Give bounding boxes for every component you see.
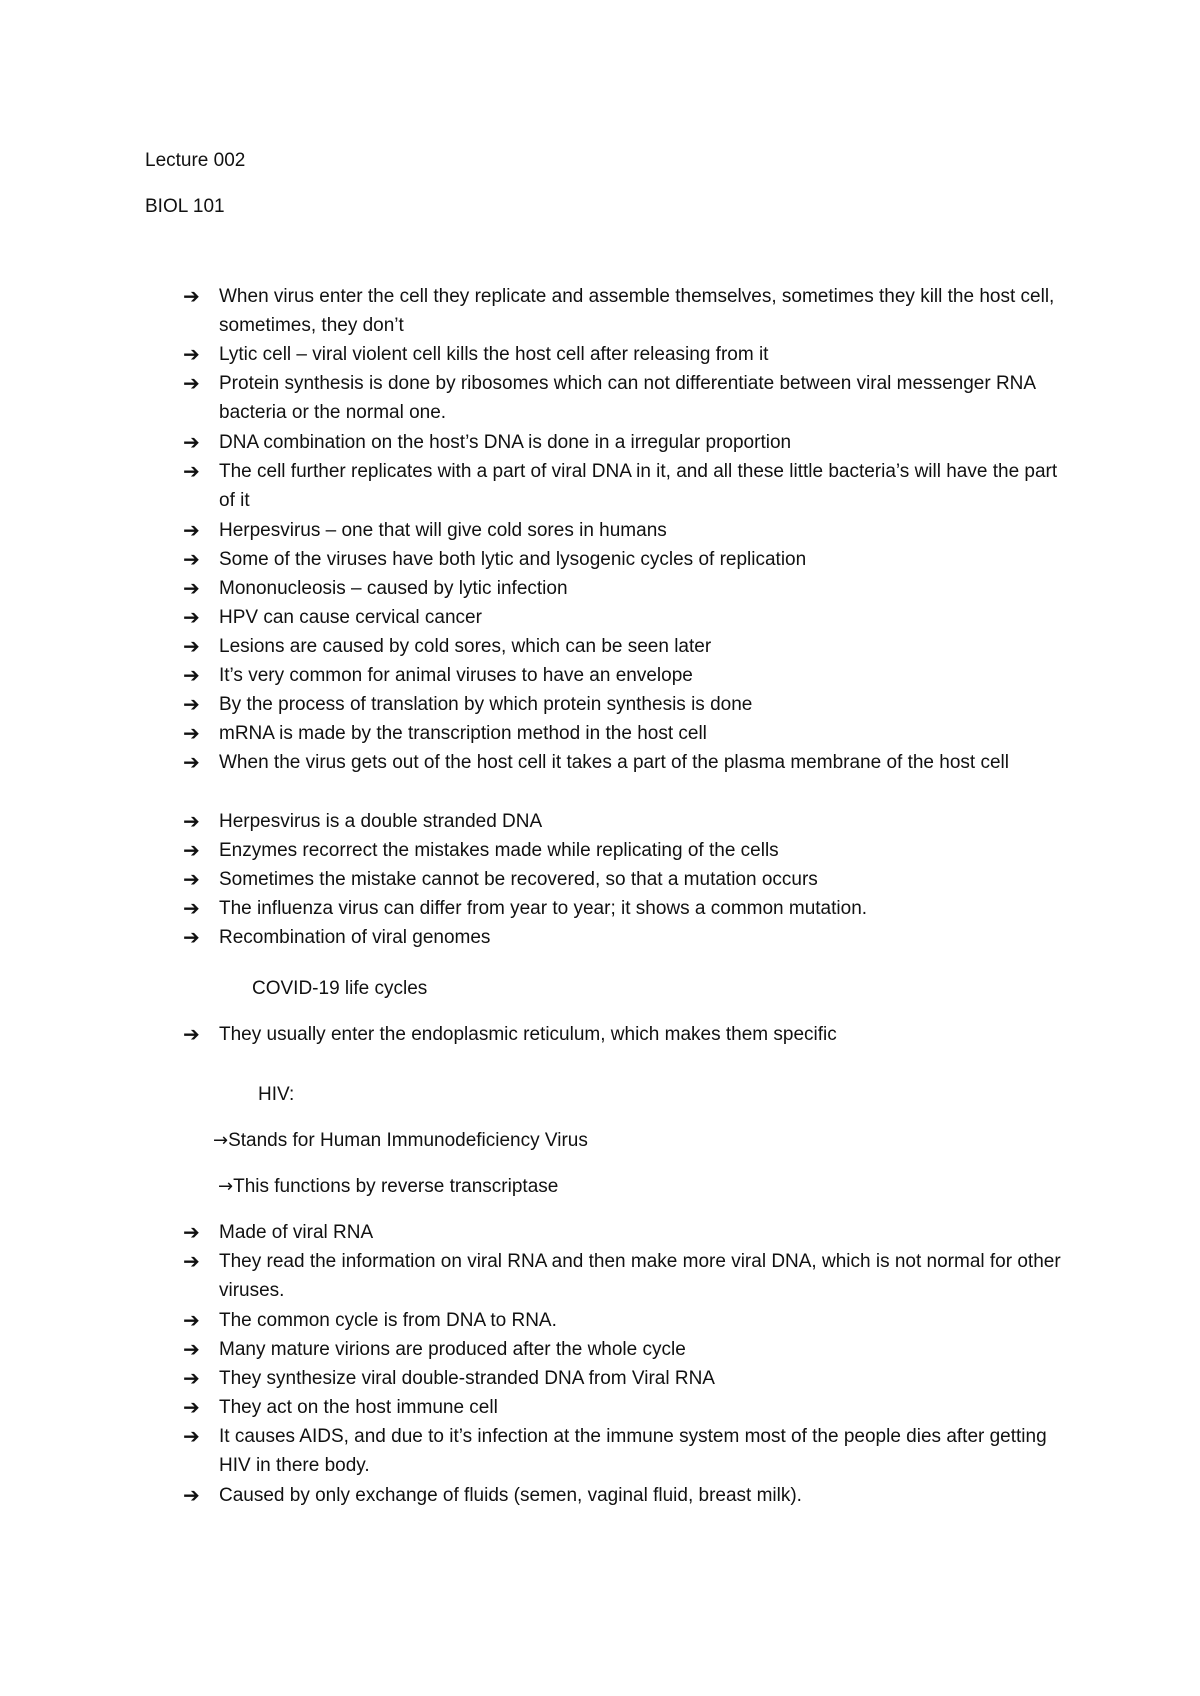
list-item: ➔ Many mature virions are produced after the whole cycle: [183, 1337, 686, 1361]
arrow-right-icon: →: [213, 1130, 229, 1151]
arrow-bullet-icon: ➔: [183, 1022, 200, 1046]
arrow-bullet-icon: ➔: [183, 605, 200, 629]
list-item: ➔ Mononucleosis – caused by lytic infection: [183, 576, 568, 600]
list-item: ➔ The common cycle is from DNA to RNA.: [183, 1308, 557, 1332]
arrow-bullet-icon: ➔: [183, 547, 200, 571]
list-item: ➔ mRNA is made by the transcription method in the host cell: [183, 721, 707, 745]
arrow-bullet-icon: ➔: [183, 1337, 200, 1361]
list-item: ➔ Sometimes the mistake cannot be recovered, so that a mutation occurs: [183, 867, 818, 891]
arrow-bullet-icon: ➔: [183, 896, 200, 920]
hiv-heading: HIV:: [258, 1084, 295, 1105]
arrow-bullet-icon: ➔: [183, 1308, 200, 1332]
list-item: ➔ Herpesvirus – one that will give cold sores in humans: [183, 518, 667, 542]
arrow-bullet-icon: ➔: [183, 1395, 200, 1419]
list-item: ➔ When the virus gets out of the host cell it takes a part of the plasma membrane of the host cell: [183, 750, 1009, 774]
list-item: ➔ They usually enter the endoplasmic reticulum, which makes them specific: [183, 1022, 837, 1046]
arrow-bullet-icon: ➔: [183, 1483, 200, 1507]
course-code: BIOL 101: [145, 196, 225, 217]
list-item: ➔ Made of viral RNA: [183, 1220, 374, 1244]
arrow-bullet-icon: ➔: [183, 371, 200, 395]
list-item: ➔ Some of the viruses have both lytic and lysogenic cycles of replication: [183, 547, 807, 571]
list-item: ➔ It’s very common for animal viruses to have an envelope: [183, 663, 693, 687]
arrow-bullet-icon: ➔: [183, 867, 200, 891]
hiv-note: →Stands for Human Immunodeficiency Virus: [213, 1130, 588, 1151]
arrow-bullet-icon: ➔: [183, 342, 200, 366]
list-item: ➔ By the process of translation by which protein synthesis is done: [183, 692, 753, 716]
arrow-right-icon: →: [218, 1176, 234, 1197]
arrow-bullet-icon: ➔: [183, 838, 200, 862]
lecture-title: Lecture 002: [145, 150, 246, 171]
list-item: ➔ The influenza virus can differ from year to year; it shows a common mutation.: [183, 896, 868, 920]
list-item: ➔ It causes AIDS, and due to it’s infection at the immune system most of the people dies after getting HIV in there body.: [183, 1424, 1047, 1476]
list-item: ➔ Recombination of viral genomes: [183, 925, 491, 949]
arrow-bullet-icon: ➔: [183, 750, 200, 774]
list-item: ➔ Enzymes recorrect the mistakes made while replicating of the cells: [183, 838, 779, 862]
list-item: ➔ The cell further replicates with a part of viral DNA in it, and all these little bacteria’s will have the part of it: [183, 459, 1058, 511]
arrow-bullet-icon: ➔: [183, 663, 200, 687]
list-item: ➔ DNA combination on the host’s DNA is done in a irregular proportion: [183, 430, 792, 454]
arrow-bullet-icon: ➔: [183, 925, 200, 949]
list-item: ➔ Lesions are caused by cold sores, which can be seen later: [183, 634, 712, 658]
list-item: ➔ HPV can cause cervical cancer: [183, 605, 482, 629]
arrow-bullet-icon: ➔: [183, 284, 200, 308]
arrow-bullet-icon: ➔: [183, 692, 200, 716]
arrow-bullet-icon: ➔: [183, 518, 200, 542]
arrow-bullet-icon: ➔: [183, 1366, 200, 1390]
arrow-bullet-icon: ➔: [183, 1424, 200, 1448]
list-item: ➔ Protein synthesis is done by ribosomes which can not differentiate between viral messenger RNA bacteria or the normal one.: [183, 371, 1036, 423]
list-item: ➔ They synthesize viral double-stranded DNA from Viral RNA: [183, 1366, 715, 1390]
list-item: ➔ They read the information on viral RNA and then make more viral DNA, which is not normal for other viruses.: [183, 1249, 1061, 1301]
arrow-bullet-icon: ➔: [183, 459, 200, 483]
arrow-bullet-icon: ➔: [183, 1249, 200, 1273]
arrow-bullet-icon: ➔: [183, 809, 200, 833]
list-item: ➔ Herpesvirus is a double stranded DNA: [183, 809, 543, 833]
list-item: ➔ Caused by only exchange of fluids (semen, vaginal fluid, breast milk).: [183, 1483, 802, 1507]
covid-heading: COVID-19 life cycles: [252, 978, 428, 999]
list-item: ➔ Lytic cell – viral violent cell kills the host cell after releasing from it: [183, 342, 769, 366]
arrow-bullet-icon: ➔: [183, 430, 200, 454]
arrow-bullet-icon: ➔: [183, 634, 200, 658]
arrow-bullet-icon: ➔: [183, 721, 200, 745]
arrow-bullet-icon: ➔: [183, 576, 200, 600]
list-item: ➔ They act on the host immune cell: [183, 1395, 498, 1419]
list-item: ➔ When virus enter the cell they replicate and assemble themselves, sometimes they kill the host cell, sometimes, they don’t: [183, 284, 1055, 336]
hiv-note: →This functions by reverse transcriptase: [218, 1176, 559, 1197]
arrow-bullet-icon: ➔: [183, 1220, 200, 1244]
